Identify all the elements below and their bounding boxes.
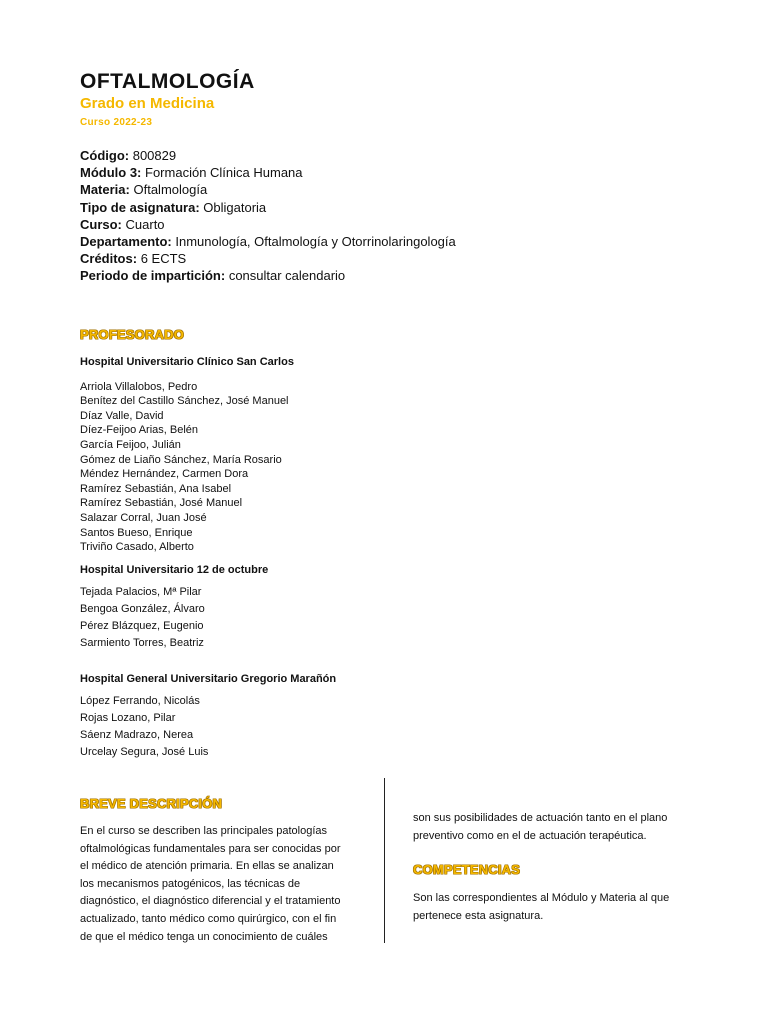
meta-label: Materia: bbox=[80, 182, 130, 198]
paragraph-line: el médico de atención primaria. En ellas se analizan bbox=[80, 860, 334, 873]
meta-value: Inmunología, Oftalmología y Otorrinolaringología bbox=[175, 234, 456, 250]
meta-label: Periodo de impartición: bbox=[80, 268, 226, 284]
profesorado-heading: PROFESORADO bbox=[80, 326, 185, 342]
hospital-name: Hospital Universitario 12 de octubre bbox=[80, 563, 269, 576]
paragraph-line: Son las correspondientes al Módulo y Materia al que bbox=[413, 892, 670, 905]
list-item: Tejada Palacios, Mª Pilar bbox=[80, 585, 202, 598]
list-item: Urcelay Segura, José Luis bbox=[80, 746, 209, 759]
paragraph-line: diagnóstico, el diagnóstico diferencial y el tratamiento bbox=[80, 895, 341, 908]
document-page bbox=[80, 70, 700, 761]
meta-value: 6 ECTS bbox=[140, 251, 187, 267]
list-item: Salazar Corral, Juan José bbox=[80, 511, 207, 524]
page-title: OFTALMOLOGÍA bbox=[80, 70, 255, 93]
breve-descripcion-continuation bbox=[413, 810, 703, 845]
meta-label: Código: bbox=[80, 148, 130, 163]
paragraph-line: pertenece esta asignatura. bbox=[413, 909, 544, 922]
meta-label: Módulo 3: bbox=[80, 165, 142, 181]
column-divider bbox=[384, 778, 385, 943]
paragraph-line: de que el médico tenga un conocimiento de cuáles bbox=[80, 930, 328, 943]
meta-row-codigo bbox=[80, 147, 700, 164]
staff-list bbox=[80, 380, 700, 555]
list-item: Sarmiento Torres, Beatriz bbox=[80, 637, 204, 650]
meta-row-materia bbox=[80, 181, 700, 198]
breve-descripcion-heading: BREVE DESCRIPCIÓN bbox=[80, 796, 223, 811]
meta-label: Créditos: bbox=[80, 251, 138, 267]
meta-value: Formación Clínica Humana bbox=[145, 165, 303, 181]
meta-row-departamento bbox=[80, 233, 700, 250]
list-item: Bengoa González, Álvaro bbox=[80, 602, 205, 615]
meta-value: Oftalmología bbox=[133, 182, 208, 198]
meta-label: Curso: bbox=[80, 216, 122, 232]
meta-row-curso bbox=[80, 216, 700, 233]
list-item: Díaz Valle, David bbox=[80, 409, 164, 422]
meta-value: 800829 bbox=[132, 148, 177, 163]
list-item: Méndez Hernández, Carmen Dora bbox=[80, 468, 249, 481]
hospital-name: Hospital Universitario Clínico San Carlos bbox=[80, 355, 294, 368]
list-item: Sáenz Madrazo, Nerea bbox=[80, 728, 194, 741]
list-item: Ramírez Sebastián, Ana Isabel bbox=[80, 482, 232, 495]
competencias-text bbox=[413, 890, 703, 925]
right-column bbox=[413, 810, 703, 925]
paragraph-line: En el curso se describen las principales patologías bbox=[80, 825, 328, 837]
paragraph-line: los mecanismos patogénicos, las técnicas de bbox=[80, 877, 301, 890]
meta-row-creditos bbox=[80, 250, 700, 267]
breve-descripcion-text bbox=[80, 823, 358, 946]
paragraph-line: oftalmológicas fundamentales para ser conocidas por bbox=[80, 842, 341, 855]
list-item: Ramírez Sebastián, José Manuel bbox=[80, 497, 243, 510]
meta-value: Cuarto bbox=[125, 216, 165, 232]
meta-row-tipo bbox=[80, 199, 700, 216]
paragraph-line: son sus posibilidades de actuación tanto en el plano bbox=[413, 812, 668, 824]
breve-descripcion-section bbox=[80, 796, 358, 946]
list-item: Gómez de Liaño Sánchez, María Rosario bbox=[80, 453, 282, 466]
list-item: Benítez del Castillo Sánchez, José Manuel bbox=[80, 395, 289, 408]
meta-value: Obligatoria bbox=[203, 199, 267, 215]
meta-label: Tipo de asignatura: bbox=[80, 199, 200, 215]
list-item: López Ferrando, Nicolás bbox=[80, 694, 200, 707]
meta-value: consultar calendario bbox=[228, 268, 346, 284]
list-item: Arriola Villalobos, Pedro bbox=[80, 380, 198, 393]
list-item: Rojas Lozano, Pilar bbox=[80, 711, 176, 724]
paragraph-line: actualizado, tanto médico como quirúrgico, con el fin bbox=[80, 912, 337, 925]
meta-row-modulo bbox=[80, 164, 700, 181]
competencias-heading: COMPETENCIAS bbox=[413, 862, 521, 878]
list-item: Pérez Blázquez, Eugenio bbox=[80, 620, 204, 633]
list-item: Díez-Feijoo Arias, Belén bbox=[80, 424, 198, 437]
staff-list bbox=[80, 693, 700, 762]
meta-label: Departamento: bbox=[80, 234, 172, 250]
course-year: Curso 2022-23 bbox=[80, 117, 153, 128]
list-item: Santos Bueso, Enrique bbox=[80, 526, 193, 539]
degree-subtitle: Grado en Medicina bbox=[80, 95, 215, 112]
course-metadata bbox=[80, 147, 700, 285]
staff-list bbox=[80, 584, 700, 653]
list-item: Triviño Casado, Alberto bbox=[80, 541, 194, 554]
meta-row-periodo bbox=[80, 267, 700, 284]
paragraph-line: preventivo como en el de actuación terapéutica. bbox=[413, 829, 647, 842]
hospital-name: Hospital General Universitario Gregorio Marañón bbox=[80, 672, 337, 685]
list-item: García Feijoo, Julián bbox=[80, 439, 181, 451]
